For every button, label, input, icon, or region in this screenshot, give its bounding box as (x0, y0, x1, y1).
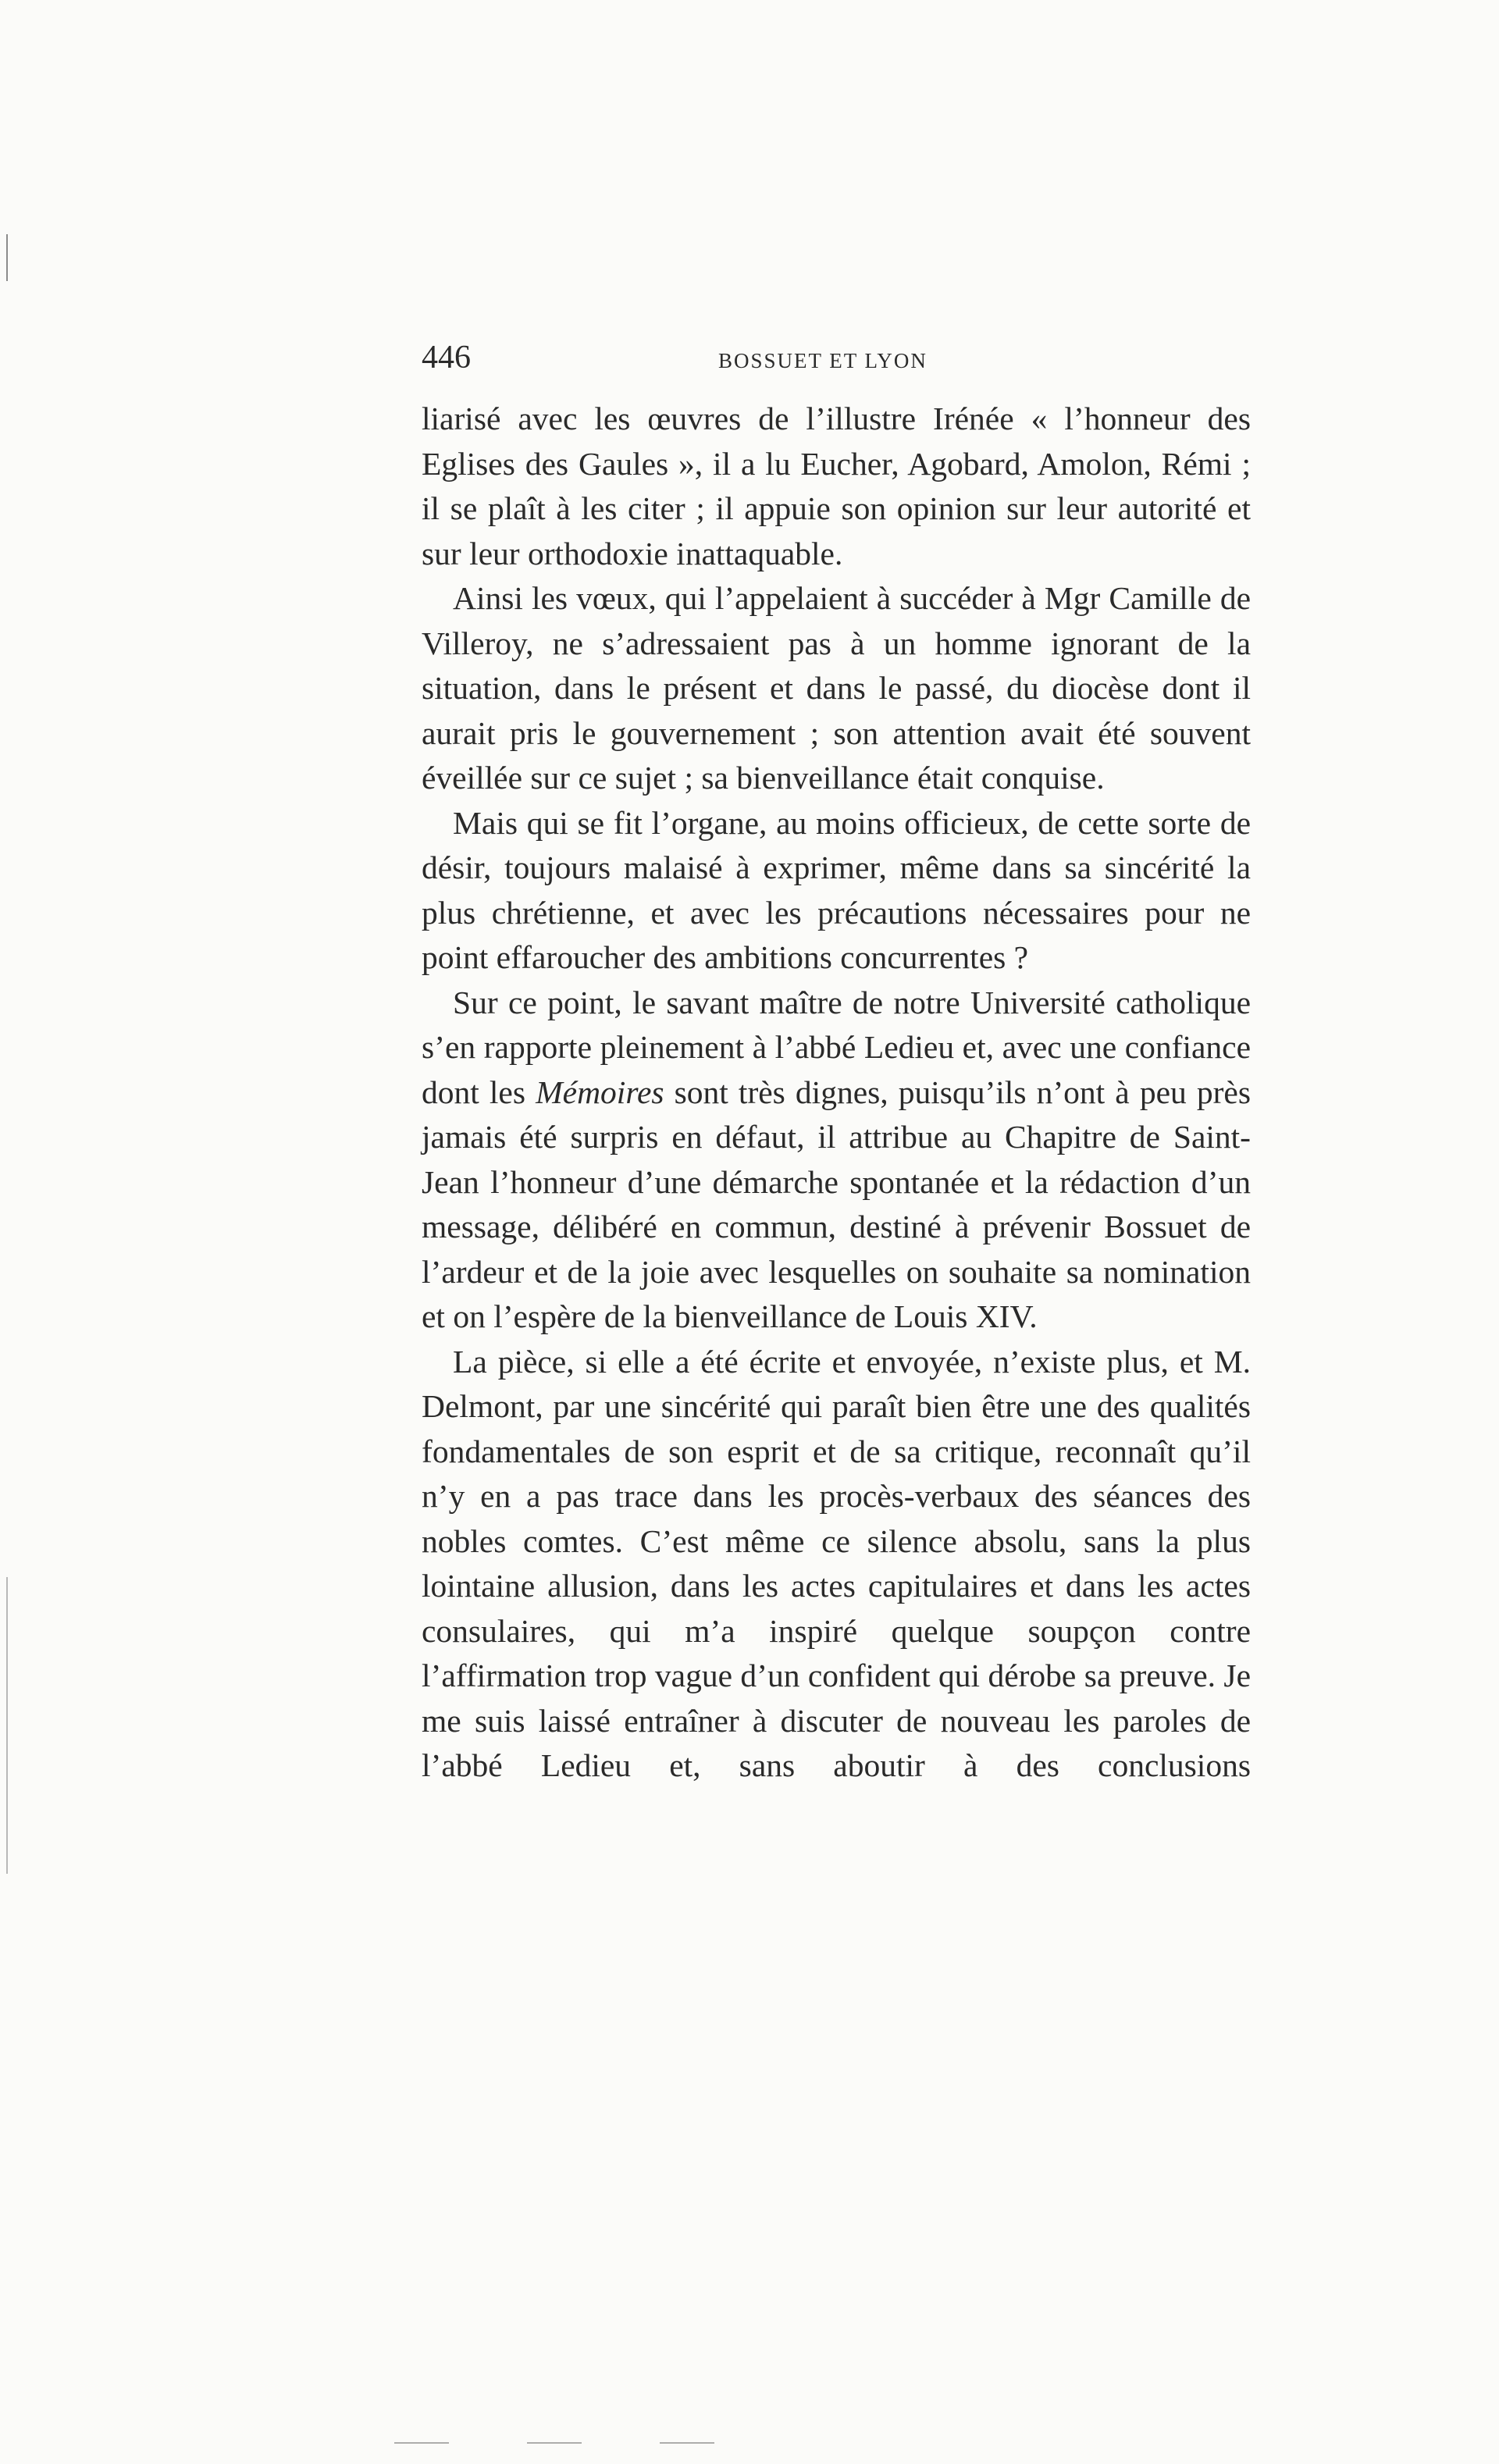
paragraph-4-text-cont: sont très dignes, puisqu’ils n’ont à peu près jamais été surpris en défaut, il attribue au Chapitre de Saint-Jean l’honneur d’une démarche spontanée et la rédaction d’un message, délibéré en commun, destiné à prévenir Bossuet de l’ardeur et de la joie avec lesquelles on souhaite sa nomination et on l’espère de la bienveillance de Louis XIV. (422, 1074, 1251, 1334)
scan-bottom-mark-3 (660, 2442, 714, 2444)
paragraph-5 (422, 1340, 1251, 1789)
paragraph-1-text: liarisé avec les œuvres de l’illustre Irénée « l’honneur des Eglises des Gaules », il a lu Eucher, Agobard, Amolon, Rémi ; il se plaît à les citer ; il appuie son opinion sur leur autorité et sur leur orthodoxie inattaquable. (422, 401, 1251, 571)
paragraph-3 (422, 801, 1251, 981)
paragraph-1 (422, 397, 1251, 576)
scan-edge-mark-left (6, 234, 8, 281)
page-header (422, 334, 1251, 381)
scan-bottom-mark-2 (527, 2442, 582, 2444)
paragraph-2 (422, 576, 1251, 801)
running-head: BOSSUET ET LYON (718, 349, 928, 372)
paragraph-4-text: Sur ce point, le savant maître de notre Université catholique s’en rapporte pleinement à l’abbé Ledieu et, avec une confiance dont les (422, 984, 1251, 1110)
paragraph-3-text: Mais qui se fit l’organe, au moins officieux, de cette sorte de désir, toujours malaisé à exprimer, même dans sa sincérité la plus chrétienne, et avec les précautions nécessaires pour ne point effaroucher des ambitions concurrentes ? (422, 804, 1251, 975)
paragraph-4 (422, 981, 1251, 1340)
paragraph-5-text: La pièce, si elle a été écrite et envoyée, n’existe plus, et M. Delmont, par une sincérité qui paraît bien être une des qualités fondamentales de son esprit et de sa critique, reconnaît qu’il n’y en a pas trace dans les procès-verbaux des séances des nobles comtes. C’est même ce silence absolu, sans la plus lointaine allusion, dans les actes capitulaires et dans les actes consulaires, qui m’a inspiré quelque soupçon contre l’affirmation trop vague d’un confident qui dérobe sa preuve. Je me suis laissé entraîner à discuter de nouveau les paroles de l’abbé Ledieu et, sans aboutir à des conclusions (422, 1343, 1251, 1783)
scan-edge-mark-left-2 (6, 1577, 8, 1874)
paragraph-2-text: Ainsi les vœux, qui l’appelaient à succéder à Mgr Camille de Villeroy, ne s’adressaient pas à un homme ignorant de la situation, dans le présent et dans le passé, du diocèse dont il aurait pris le gouvernement ; son attention avait été souvent éveillée sur ce sujet ; sa bienveillance était conquise. (422, 580, 1251, 796)
scan-bottom-mark-1 (394, 2442, 449, 2444)
italic-title-memoires: Mémoires (536, 1074, 664, 1110)
page-number: 446 (422, 340, 471, 376)
body-text (422, 397, 1251, 1789)
